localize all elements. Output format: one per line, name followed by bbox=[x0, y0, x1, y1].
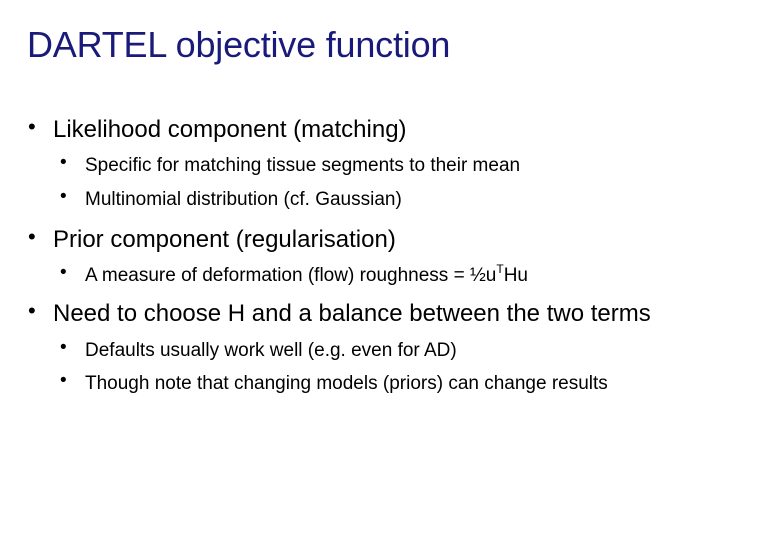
roughness-text: A measure of deformation (flow) roughness = ½u bbox=[85, 265, 497, 286]
roughness-text-end: Hu bbox=[503, 265, 528, 286]
bullet-icon: • bbox=[28, 114, 36, 139]
bullet-icon: • bbox=[60, 262, 67, 283]
slide-title: DARTEL objective function bbox=[27, 24, 451, 65]
transpose-superscript: T bbox=[496, 262, 504, 276]
sub-bullet-text: Multinomial distribution (cf. Gaussian) bbox=[85, 189, 402, 210]
sub-bullet-text bbox=[85, 262, 528, 287]
bullet-text: Need to choose H and a balance between the two terms bbox=[53, 300, 651, 327]
bullet-icon: • bbox=[60, 186, 67, 207]
sub-bullet-text: Specific for matching tissue segments to their mean bbox=[85, 155, 521, 176]
bullet-icon: • bbox=[60, 152, 67, 173]
bullet-icon: • bbox=[28, 298, 36, 323]
bullet-icon: • bbox=[28, 224, 36, 249]
sub-bullet-text: Defaults usually work well (e.g. even for AD) bbox=[85, 340, 457, 361]
bullet-text: Prior component (regularisation) bbox=[53, 226, 396, 253]
bullet-icon: • bbox=[60, 370, 67, 391]
sub-bullet-text: Though note that changing models (priors) can change results bbox=[85, 373, 608, 394]
bullet-icon: • bbox=[60, 337, 67, 358]
bullet-text: Likelihood component (matching) bbox=[53, 116, 407, 143]
